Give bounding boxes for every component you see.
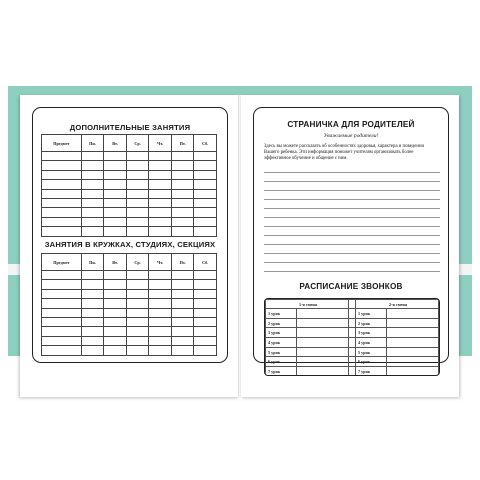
time-cell	[387, 338, 439, 348]
table-cell	[126, 336, 149, 345]
column-header: Чт.	[149, 135, 172, 152]
left-page-frame	[32, 107, 228, 363]
table-cell	[194, 227, 217, 236]
time-cell	[387, 347, 439, 357]
table-cell	[171, 152, 194, 161]
table-cell	[194, 180, 217, 189]
table-cell	[149, 336, 172, 345]
bell-row	[266, 338, 439, 348]
table-cell	[126, 152, 149, 161]
table-cell	[171, 308, 194, 317]
table-cell	[194, 170, 217, 179]
table-cell	[194, 317, 217, 326]
bell-row	[266, 367, 439, 376]
lesson-label: 7 урок	[356, 367, 387, 376]
table-cell	[81, 346, 104, 355]
writing-line	[264, 199, 440, 200]
writing-line	[264, 244, 440, 245]
table-cell	[171, 217, 194, 226]
table-cell	[126, 180, 149, 189]
column-header: Чт.	[149, 254, 172, 271]
table-cell	[104, 271, 127, 280]
bell-row	[266, 309, 439, 319]
table-cell	[194, 308, 217, 317]
table-row	[42, 308, 217, 317]
table-cell	[126, 271, 149, 280]
table-cell	[171, 299, 194, 308]
table-row	[42, 180, 217, 189]
table-cell	[194, 280, 217, 289]
table-cell	[81, 280, 104, 289]
table-cell	[42, 161, 82, 170]
table-cell	[42, 336, 82, 345]
table-cell	[81, 180, 104, 189]
table-cell	[194, 327, 217, 336]
table-cell	[126, 170, 149, 179]
table-row	[42, 336, 217, 345]
table-cell	[81, 336, 104, 345]
table-cell	[81, 271, 104, 280]
table-cell	[42, 152, 82, 161]
table-cell	[149, 161, 172, 170]
table-cell	[42, 189, 82, 198]
table-cell	[104, 336, 127, 345]
table-cell	[149, 170, 172, 179]
table-cell	[81, 217, 104, 226]
table-row	[42, 317, 217, 326]
column-header: Пт.	[171, 254, 194, 271]
table-cell	[171, 280, 194, 289]
column-header: Ср.	[126, 135, 149, 152]
table-cell	[104, 161, 127, 170]
table-cell	[149, 152, 172, 161]
column-header: Вт.	[104, 135, 127, 152]
table-cell	[126, 289, 149, 298]
table-row	[42, 280, 217, 289]
time-cell	[297, 357, 349, 367]
time-cell	[297, 338, 349, 348]
table-cell	[171, 289, 194, 298]
table-cell	[149, 208, 172, 217]
table-row	[42, 327, 217, 336]
table-cell	[194, 189, 217, 198]
writing-line	[264, 226, 440, 227]
greeting: Уважаемые родители!	[323, 133, 379, 139]
table-cell	[81, 152, 104, 161]
lesson-label: 3 урок	[266, 328, 297, 338]
table-cell	[171, 317, 194, 326]
column-header: Сб.	[194, 135, 217, 152]
table-row	[42, 217, 217, 226]
table-cell	[81, 289, 104, 298]
table-cell	[171, 327, 194, 336]
extra-classes-title: ДОПОЛНИТЕЛЬНЫЕ ЗАНЯТИЯ	[69, 123, 191, 132]
table-cell	[149, 299, 172, 308]
table-cell	[149, 227, 172, 236]
table-cell	[104, 299, 127, 308]
table-cell	[104, 217, 127, 226]
table-row	[42, 227, 217, 236]
lesson-label: 3 урок	[356, 328, 387, 338]
right-page-frame	[253, 107, 449, 374]
table-cell	[149, 327, 172, 336]
shift1-header: 1-я смена	[266, 300, 349, 309]
table-cell	[126, 317, 149, 326]
lesson-label: 5 урок	[266, 347, 297, 357]
writing-line	[264, 208, 440, 209]
table-cell	[81, 299, 104, 308]
table-cell	[194, 289, 217, 298]
table-cell	[104, 170, 127, 179]
table-cell	[126, 280, 149, 289]
table-cell	[81, 327, 104, 336]
time-cell	[297, 367, 349, 376]
table-cell	[42, 180, 82, 189]
table-cell	[171, 189, 194, 198]
shift2-header: 2-я смена	[356, 300, 439, 309]
table-cell	[194, 161, 217, 170]
table-row	[42, 208, 217, 217]
table-cell	[42, 208, 82, 217]
table-cell	[149, 180, 172, 189]
table-cell	[81, 161, 104, 170]
table-cell	[194, 152, 217, 161]
time-cell	[387, 309, 439, 319]
table-cell	[171, 161, 194, 170]
table-cell	[126, 299, 149, 308]
table-cell	[42, 198, 82, 207]
left-page	[20, 95, 239, 397]
table-cell	[81, 308, 104, 317]
column-header: Предмет	[42, 135, 82, 152]
table-cell	[104, 308, 127, 317]
table-row	[42, 299, 217, 308]
bell-schedule-title: РАСПИСАНИЕ ЗВОНКОВ	[299, 282, 403, 291]
table-cell	[171, 198, 194, 207]
extra-classes-table	[41, 134, 217, 237]
table-cell	[194, 336, 217, 345]
table-cell	[171, 271, 194, 280]
table-cell	[42, 317, 82, 326]
table-cell	[171, 346, 194, 355]
writing-line	[264, 262, 440, 263]
table-cell	[126, 189, 149, 198]
writing-line	[264, 253, 440, 254]
table-cell	[149, 308, 172, 317]
clubs-title: ЗАНЯТИЯ В КРУЖКАХ, СТУДИЯХ, СЕКЦИЯХ	[44, 240, 216, 249]
bell-row	[266, 347, 439, 357]
table-cell	[104, 198, 127, 207]
table-cell	[149, 317, 172, 326]
table-cell	[104, 189, 127, 198]
table-header-row	[42, 254, 217, 271]
time-cell	[297, 309, 349, 319]
table-header-row	[42, 135, 217, 152]
table-cell	[104, 227, 127, 236]
lesson-label: 2 урок	[266, 318, 297, 328]
table-cell	[171, 208, 194, 217]
time-cell	[297, 328, 349, 338]
table-cell	[104, 289, 127, 298]
table-cell	[149, 198, 172, 207]
bell-row	[266, 328, 439, 338]
table-cell	[42, 346, 82, 355]
table-cell	[104, 346, 127, 355]
table-cell	[126, 327, 149, 336]
bell-schedule-box	[264, 298, 440, 376]
writing-line	[264, 217, 440, 218]
table-cell	[81, 189, 104, 198]
time-cell	[387, 357, 439, 367]
table-cell	[126, 217, 149, 226]
table-cell	[126, 308, 149, 317]
table-cell	[149, 280, 172, 289]
column-header: Сб.	[194, 254, 217, 271]
table-cell	[126, 198, 149, 207]
lesson-label: 1 урок	[266, 309, 297, 319]
table-cell	[194, 271, 217, 280]
table-cell	[81, 170, 104, 179]
column-header: Пн.	[81, 254, 104, 271]
table-cell	[171, 336, 194, 345]
column-header: Вт.	[104, 254, 127, 271]
table-cell	[149, 271, 172, 280]
lesson-label: 2 урок	[356, 318, 387, 328]
table-cell	[81, 227, 104, 236]
table-cell	[104, 180, 127, 189]
table-row	[42, 271, 217, 280]
table-cell	[81, 317, 104, 326]
lesson-label: 4 урок	[266, 338, 297, 348]
lesson-label: 7 урок	[266, 367, 297, 376]
table-cell	[194, 208, 217, 217]
table-cell	[104, 327, 127, 336]
table-cell	[42, 170, 82, 179]
table-row	[42, 198, 217, 207]
writing-line	[264, 190, 440, 191]
table-cell	[171, 227, 194, 236]
table-row	[42, 161, 217, 170]
column-header: Предмет	[42, 254, 82, 271]
column-header: Пн.	[81, 135, 104, 152]
table-cell	[42, 308, 82, 317]
table-cell	[104, 152, 127, 161]
lesson-label: 4 урок	[356, 338, 387, 348]
time-cell	[387, 318, 439, 328]
table-cell	[104, 280, 127, 289]
table-cell	[126, 346, 149, 355]
table-row	[42, 170, 217, 179]
table-cell	[42, 217, 82, 226]
time-cell	[297, 347, 349, 357]
right-page	[241, 95, 459, 397]
table-cell	[194, 198, 217, 207]
time-cell	[387, 367, 439, 376]
table-cell	[126, 161, 149, 170]
writing-line	[264, 271, 440, 272]
table-cell	[194, 346, 217, 355]
table-cell	[149, 289, 172, 298]
table-row	[42, 289, 217, 298]
time-cell	[387, 328, 439, 338]
lesson-label: 1 урок	[356, 309, 387, 319]
intro-text: Здесь вы можете рассказать об особенностях здоровья, характера и поведении Вашего ребенка. Эти информация поможет учителям организовать более эффективное обучение и общение с ним.	[264, 144, 425, 162]
table-cell	[42, 299, 82, 308]
clubs-table	[41, 253, 217, 356]
table-cell	[126, 208, 149, 217]
writing-line	[264, 172, 440, 173]
table-cell	[149, 346, 172, 355]
column-header: Пт.	[171, 135, 194, 152]
writing-line	[264, 235, 440, 236]
lesson-label: 6 урок	[266, 357, 297, 367]
table-cell	[171, 180, 194, 189]
column-header: Ср.	[126, 254, 149, 271]
bell-schedule-table	[265, 299, 439, 376]
table-cell	[42, 227, 82, 236]
table-cell	[171, 170, 194, 179]
writing-line	[264, 181, 440, 182]
table-row	[42, 152, 217, 161]
table-row	[42, 189, 217, 198]
table-cell	[42, 327, 82, 336]
table-cell	[42, 271, 82, 280]
table-cell	[81, 208, 104, 217]
table-cell	[104, 317, 127, 326]
table-cell	[81, 198, 104, 207]
table-row	[42, 346, 217, 355]
table-cell	[149, 189, 172, 198]
lesson-label: 6 урок	[356, 357, 387, 367]
time-cell	[297, 318, 349, 328]
table-cell	[104, 208, 127, 217]
table-cell	[149, 217, 172, 226]
parents-page-title: СТРАНИЧКА ДЛЯ РОДИТЕЛЕЙ	[287, 120, 415, 129]
bell-row	[266, 318, 439, 328]
table-cell	[194, 299, 217, 308]
table-cell	[42, 289, 82, 298]
bell-header-row	[266, 300, 439, 309]
table-cell	[126, 227, 149, 236]
lesson-label: 5 урок	[356, 347, 387, 357]
table-cell	[42, 280, 82, 289]
bell-row	[266, 357, 439, 367]
table-cell	[194, 217, 217, 226]
